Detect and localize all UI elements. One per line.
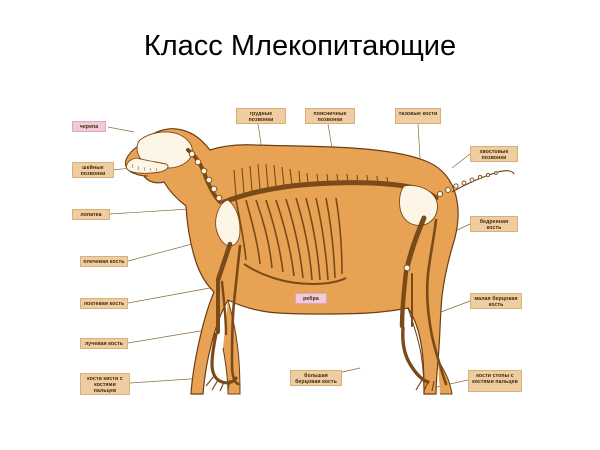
label-rebra: ребра (295, 293, 327, 304)
label-cherep: черепа (72, 121, 106, 132)
page-title: Класс Млекопитающие (143, 30, 457, 62)
dog-body-silhouette (125, 129, 514, 394)
label-bedrennaya-kost: бедренная кость (470, 216, 518, 232)
label-loktevaya-kost: локтевая кость (80, 298, 128, 309)
label-malaya-bertsovaya-kost: малая берцовая кость (470, 293, 522, 309)
label-kosti-stopy: кости стопы с костями пальцев (468, 370, 522, 392)
label-luchevaya-kost: лучевая кость (80, 338, 128, 349)
label-poyasnichnye-pozvonki: поясничные позвонки (305, 108, 355, 124)
label-sheynye-pozvonki: шейные позвонки (72, 162, 114, 178)
dog-skeleton-diagram (0, 88, 600, 418)
label-hvostovye-pozvonki: хвостовые позвонки (470, 146, 518, 162)
label-tazovye-kosti: тазовые кости (395, 108, 441, 124)
label-grudnye-pozvonki: грудные позвонки (236, 108, 286, 124)
skeleton-illustration (0, 88, 600, 418)
label-kosti-kisti: кости кисти с костями пальцев (80, 373, 130, 395)
label-bolshaya-bertsovaya-kost: большая берцовая кость (290, 370, 342, 386)
label-plechevaya-kost: плечевая кость (80, 256, 128, 267)
label-lopatka: лопатка (72, 209, 110, 220)
